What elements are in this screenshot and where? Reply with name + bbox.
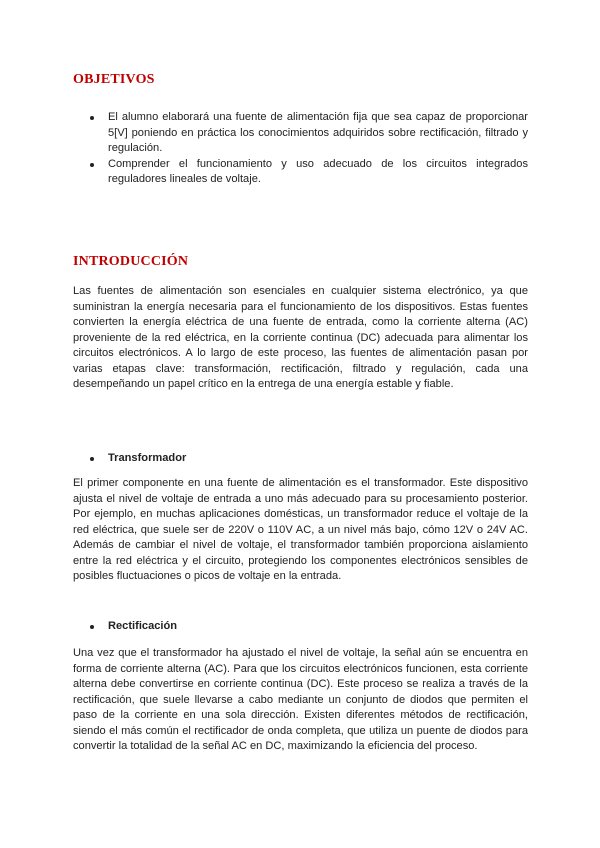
objetivo-text: El alumno elaborará una fuente de alimentación fija que sea capaz de proporcionar 5[V] poniendo en práctica los conocimientos adquiridos sobre rectificación, filtrado y regulación. xyxy=(108,111,528,155)
list-item xyxy=(90,157,528,188)
rectificacion-title: Rectificación xyxy=(108,620,178,632)
introduccion-paragraph: Las fuentes de alimentación son esenciales en cualquier sistema electrónico, ya que suministran la energía necesaria para el funcionamiento de los dispositivos. Estas fuentes convierten la energía eléctrica de una fuente de entrada, como la corriente alterna (AC) proveniente de la red eléctrica, en la corriente continua (DC) adecuada para alimentar los circuitos electrónicos. A lo largo de este proceso, las fuentes de alimentación pasan por varias etapas clave: transformación, rectificación, filtrado y regulación, cada una desempeñando un papel crítico en la entrega de una energía estable y fiable. xyxy=(73,285,528,390)
objetivo-text: Comprender el funcionamiento y uso adecuado de los circuitos integrados reguladores lineales de voltaje. xyxy=(108,157,528,186)
objetivos-heading: OBJETIVOS xyxy=(73,72,155,87)
introduccion-heading: INTRODUCCIÓN xyxy=(73,254,189,269)
transformador-title: Transformador xyxy=(108,452,187,464)
bullet-icon xyxy=(90,116,94,120)
rectificacion-heading xyxy=(90,620,177,632)
objetivos-list xyxy=(90,110,528,188)
bullet-icon xyxy=(90,625,94,629)
bullet-icon xyxy=(90,457,94,461)
bullet-icon xyxy=(90,163,94,167)
rectificacion-paragraph: Una vez que el transformador ha ajustado el nivel de voltaje, la señal aún se encuentra en forma de corriente alterna (AC). Para que los circuitos electrónicos funcionen, esta corriente alterna debe convertirse en corriente continua (DC). Este proceso se realiza a través de la rectificación, que suele llevarse a cabo mediante un conjunto de diodos que permiten el paso de la corriente en una sola dirección. Existen diferentes métodos de rectificación, siendo el más común el rectificador de onda completa, que utiliza un puente de diodos para convertir la totalidad de la señal AC en DC, maximizando la eficiencia del proceso. xyxy=(73,647,528,752)
list-item xyxy=(90,110,528,157)
transformador-paragraph: El primer componente en una fuente de alimentación es el transformador. Este dispositivo ajusta el nivel de voltaje de entrada a uno más adecuado para su procesamiento posterior. Por ejemplo, en muchas aplicaciones domésticas, un transformador reduce el voltaje de la red eléctrica, que suele ser de 220V o 110V AC, a un nivel más bajo, cómo 12V o 24V AC. Además de cambiar el nivel de voltaje, el transformador también proporciona aislamiento entre la red eléctrica y el circuito, protegiendo los componentes electrónicos sensibles de posibles fluctuaciones o picos de voltaje en la entrada. xyxy=(73,477,528,582)
transformador-heading xyxy=(90,452,186,464)
